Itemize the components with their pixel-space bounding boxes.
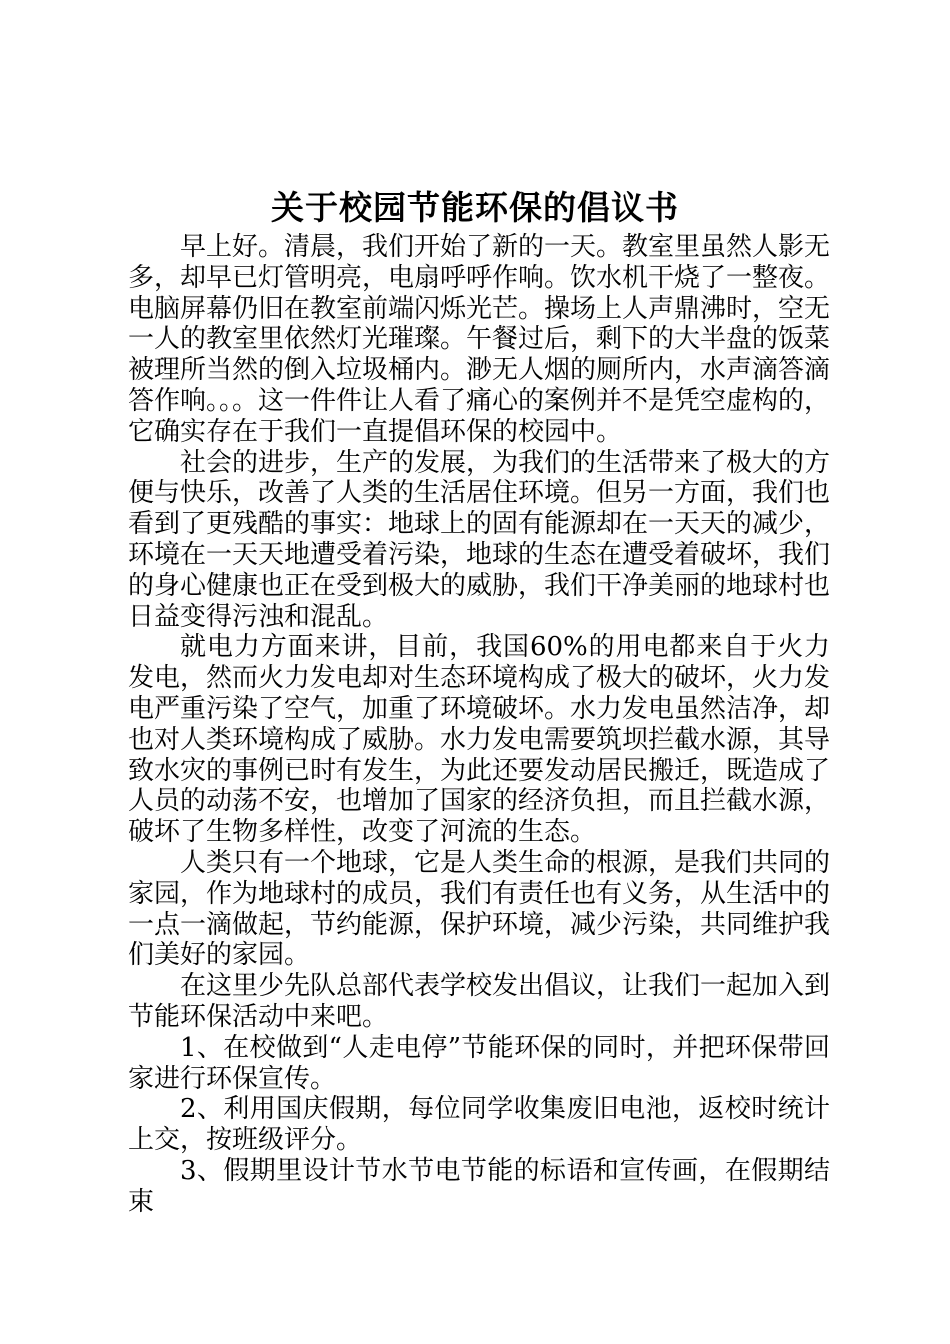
paragraph-5: 在这里少先队总部代表学校发出倡议，让我们一起加入到节能环保活动中来吧。 [128,971,831,1032]
paragraph-1: 早上好。清晨，我们开始了新的一天。教室里虽然人影无多，却早已灯管明亮，电扇呼呼作响。饮水机干烧了一整夜。电脑屏幕仍旧在教室前端闪烁光芒。操场上人声鼎沸时，空无一人的教室里依然灯光璀璨。午餐过后，剩下的大半盘的饭菜被理所当然的倒入垃圾桶内。渺无人烟的厕所内，水声滴答滴答作响。。。这一件件让人看了痛心的案例并不是凭空虚构的，它确实存在于我们一直提倡环保的校园中。 [128,232,831,447]
list-item-1: 1、在校做到“人走电停”节能环保的同时，并把环保带回家进行环保宣传。 [128,1032,830,1094]
paragraph-4: 人类只有一个地球，它是人类生命的根源，是我们共同的家园，作为地球村的成员，我们有责任也有义务，从生活中的一点一滴做起，节约能源，保护环境，减少污染，共同维护我们美好的家园。 [128,847,831,971]
paragraph-3: 就电力方面来讲，目前，我国60%的用电都来自于火力发电，然而火力发电却对生态环境构成了极大的破坏，火力发电严重污染了空气，加重了环境破坏。水力发电虽然洁净，却也对人类环境构成了威胁。水力发电需要筑坝拦截水源，其导致水灾的事例已时有发生，为此还要发动居民搬迁，既造成了人员的动荡不安，也增加了国家的经济负担，而且拦截水源，破坏了生物多样性，改变了河流的生态。 [128,632,831,848]
paragraph-2: 社会的进步，生产的发展，为我们的生活带来了极大的方便与快乐，改善了人类的生活居住环境。但另一方面，我们也看到了更残酷的事实：地球上的固有能源却在一天天的减少，环境在一天天地遭受着污染，地球的生态在遭受着破坏，我们的身心健康也正在受到极大的威胁，我们干净美丽的地球村也日益变得污浊和混乱。 [128,447,831,632]
document-title: 关于校园节能环保的倡议书 [271,188,679,227]
list-item-2: 2、利用国庆假期，每位同学收集废旧电池，返校时统计上交，按班级评分。 [128,1094,830,1156]
document-body [128,232,830,1218]
list-item-3: 3、假期里设计节水节电节能的标语和宣传画，在假期结束 [128,1155,830,1217]
